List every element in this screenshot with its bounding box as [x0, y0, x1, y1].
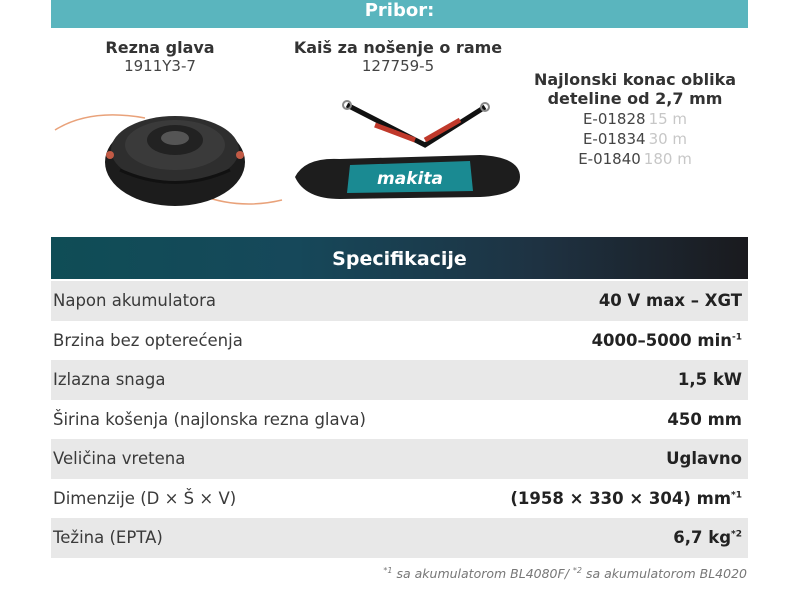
specifications-header: Specifikacije: [51, 237, 748, 279]
makita-logo-text: makita: [377, 169, 443, 189]
spec-label: Širina košenja (najlonska rezna glava): [53, 409, 366, 429]
nylon-line-codes: [520, 109, 750, 169]
accessory-shoulder-strap: [268, 38, 528, 75]
spec-value: [510, 489, 742, 508]
spec-label: Težina (EPTA): [53, 528, 163, 548]
shoulder-strap-image: [285, 95, 530, 215]
footnote-text: sa akumulatorom BL4080F/: [392, 566, 573, 582]
spec-value-superscript: *2: [731, 529, 742, 540]
accessory-title-line2: deteline od 2,7 mm: [547, 89, 723, 108]
spec-value-superscript: *1: [731, 490, 742, 501]
spec-value: [599, 291, 742, 310]
spec-row: [51, 439, 748, 479]
specifications-table: [51, 281, 748, 558]
spec-label: Izlazna snaga: [53, 370, 166, 390]
spec-value-text: 6,7 kg: [673, 528, 732, 548]
nylon-line-code: E-01840: [578, 150, 641, 168]
spec-row: [51, 400, 748, 440]
spec-row: [51, 479, 748, 519]
accessory-code: 127759-5: [361, 57, 435, 75]
spec-value-text: 1,5 kW: [677, 370, 742, 390]
footnote-mark: *2: [572, 566, 582, 575]
accessory-cutting-head: [70, 38, 250, 75]
accessory-title: Kaiš za nošenje o rame: [293, 38, 503, 57]
nylon-line-code-row: [520, 149, 750, 169]
accessories-header: Pribor:: [51, 0, 748, 28]
spec-value: [667, 410, 742, 429]
accessory-title-line1: Najlonski konac oblika: [533, 70, 737, 89]
nylon-line-code-row: [520, 129, 750, 149]
spec-row: [51, 281, 748, 321]
footnote: [383, 566, 747, 581]
footnote-text: sa akumulatorom BL4020: [581, 566, 747, 582]
nylon-line-code: E-01828: [582, 110, 646, 128]
spec-value: [666, 449, 742, 468]
nylon-line-length: 15 m: [648, 110, 688, 128]
spec-row: [51, 360, 748, 400]
nylon-line-code-row: [520, 109, 750, 129]
spec-label: Brzina bez opterećenja: [53, 330, 243, 350]
spec-label: Napon akumulatora: [53, 291, 217, 311]
spec-row: [51, 321, 748, 361]
spec-value: [673, 528, 742, 547]
nylon-line-length: 180 m: [643, 150, 692, 168]
spec-value: [592, 331, 742, 350]
spec-value: [678, 370, 742, 389]
spec-row: [51, 518, 748, 558]
spec-label: Veličina vretena: [53, 449, 186, 469]
cutting-head-image: [50, 100, 290, 210]
spec-value-text: 450 mm: [667, 409, 742, 429]
spec-value-text: 4000–5000 min: [591, 330, 732, 350]
accessory-nylon-line: [520, 70, 750, 169]
footnote-mark: *1: [383, 566, 393, 575]
spec-label: Dimenzije (D × Š × V): [53, 488, 237, 508]
spec-value-text: Uglavno: [666, 449, 742, 469]
accessory-code: 1911Y3-7: [124, 57, 196, 75]
accessory-title: Rezna glava: [105, 38, 215, 57]
nylon-line-length: 30 m: [648, 130, 688, 148]
spec-value-superscript: -1: [732, 332, 742, 343]
spec-value-text: (1958 × 330 × 304) mm: [510, 488, 732, 508]
nylon-line-code: E-01834: [582, 130, 646, 148]
spec-value-text: 40 V max – XGT: [598, 291, 742, 311]
